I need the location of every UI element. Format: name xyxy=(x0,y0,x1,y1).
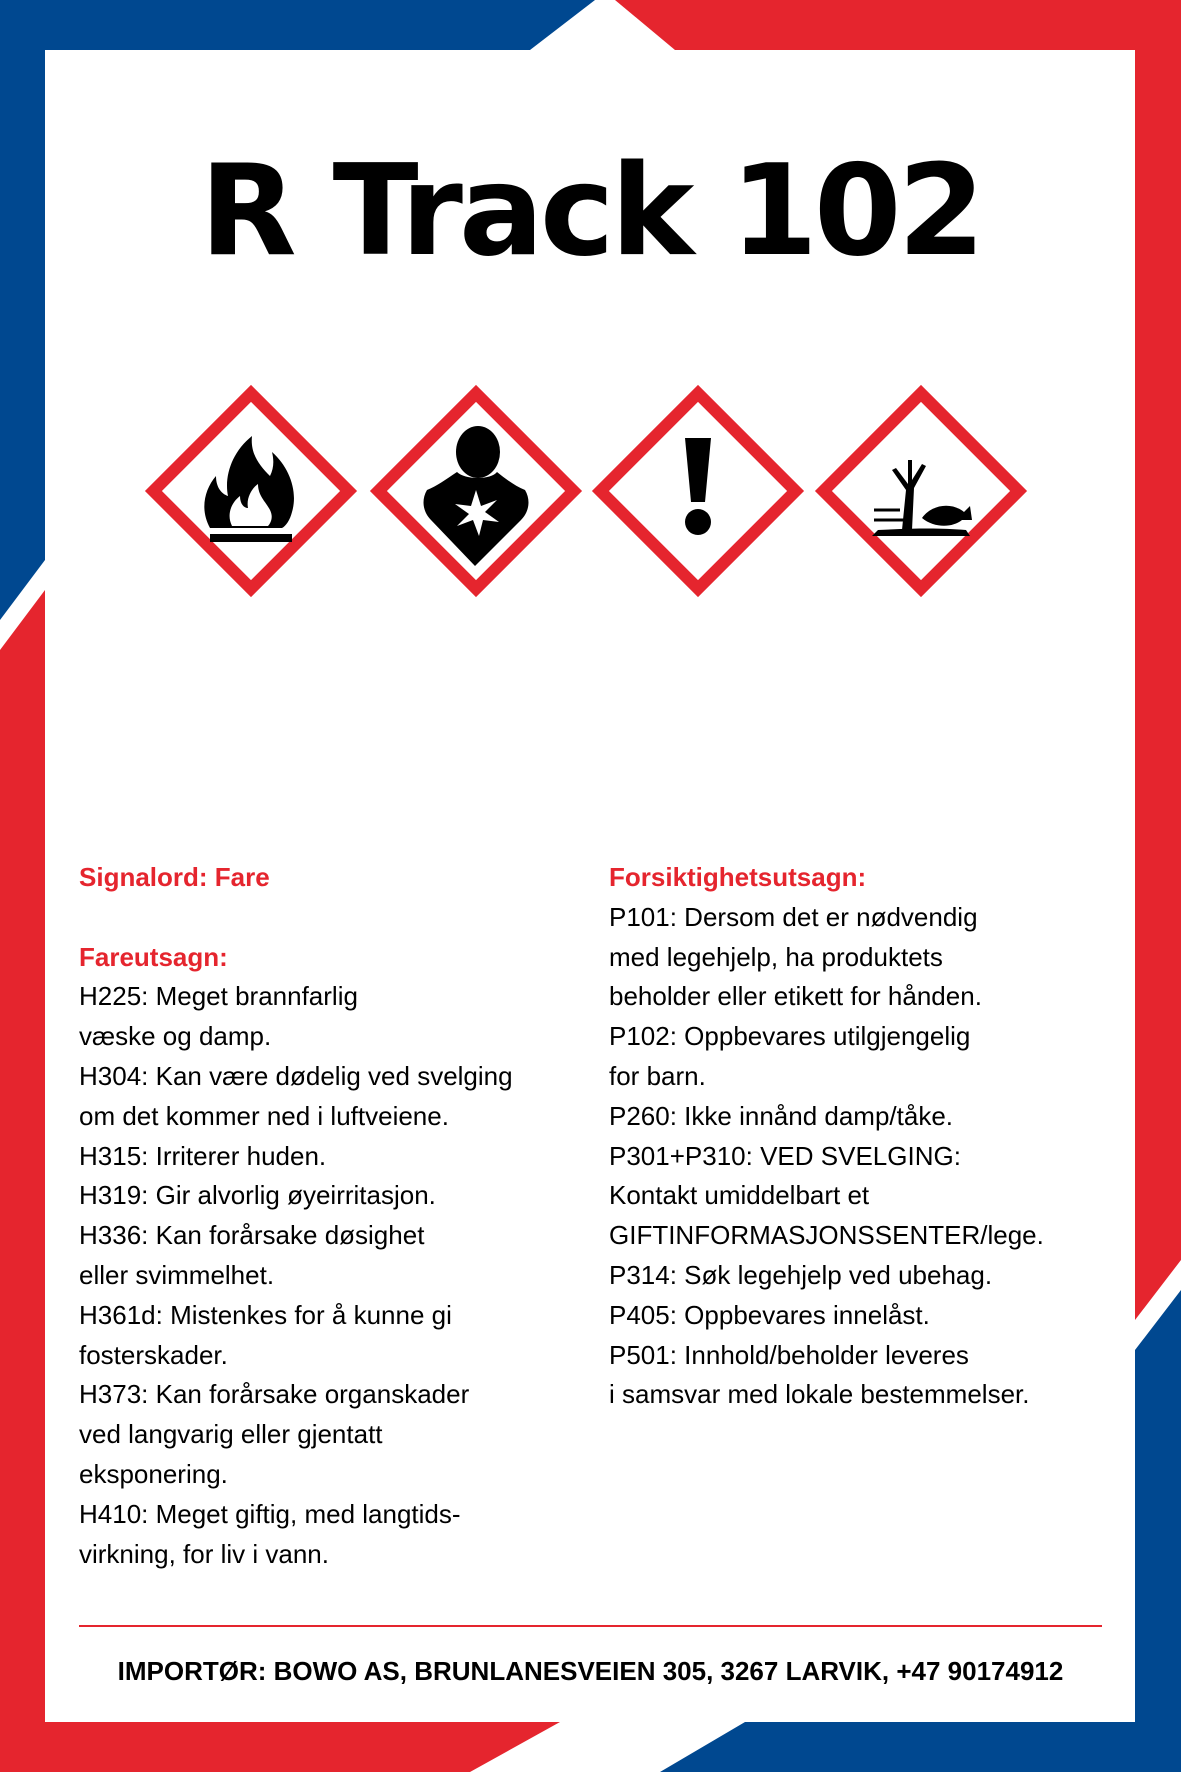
precaution-line: for barn. xyxy=(609,1060,706,1091)
precaution-line: i samsvar med lokale bestemmelser. xyxy=(609,1379,1030,1410)
flame-icon xyxy=(140,380,362,602)
product-title: R Track 102 xyxy=(199,137,982,284)
footer-divider xyxy=(79,1625,1102,1627)
environment-icon xyxy=(810,380,1032,602)
hazard-line: H410: Meget giftig, med langtids- xyxy=(79,1498,461,1529)
precaution-line: P102: Oppbevares utilgjengelig xyxy=(609,1021,971,1052)
hazard-line: H225: Meget brannfarlig xyxy=(79,981,358,1012)
precaution-line: P501: Innhold/beholder leveres xyxy=(609,1339,969,1370)
hazard-line: væske og damp. xyxy=(79,1021,272,1052)
hazard-line: eller svimmelhet. xyxy=(79,1259,275,1290)
hazard-line: ved langvarig eller gjentatt xyxy=(79,1419,383,1450)
precaution-line: beholder eller etikett for hånden. xyxy=(609,981,982,1012)
exclamation-icon xyxy=(587,380,809,602)
hazard-line: H336: Kan forårsake døsighet xyxy=(79,1220,425,1251)
precaution-line: P314: Søk legehjelp ved ubehag. xyxy=(609,1259,993,1290)
precaution-heading: Forsiktighetsutsagn: xyxy=(609,862,867,892)
health-hazard-icon xyxy=(365,380,587,602)
precaution-line: P101: Dersom det er nødvendig xyxy=(609,901,978,932)
precaution-line: P405: Oppbevares innelåst. xyxy=(609,1299,930,1330)
precaution-line: GIFTINFORMASJONSSENTER/lege. xyxy=(609,1220,1044,1251)
importer-info: IMPORTØR: BOWO AS, BRUNLANESVEIEN 305, 3267 LARVIK, +47 90174912 xyxy=(117,1656,1064,1686)
hazard-line: H361d: Mistenkes for å kunne gi xyxy=(79,1299,452,1330)
hazard-line: fosterskader. xyxy=(79,1339,228,1370)
hazard-line: H315: Irriterer huden. xyxy=(79,1140,327,1171)
precaution-line: P301+P310: VED SVELGING: xyxy=(609,1140,961,1171)
hazard-line: H319: Gir alvorlig øyeirritasjon. xyxy=(79,1180,436,1211)
hazard-line: eksponering. xyxy=(79,1458,228,1489)
hazard-heading: Fareutsagn: xyxy=(79,941,228,972)
hazard-column xyxy=(79,858,599,1574)
precaution-line: Kontakt umiddelbart et xyxy=(609,1180,870,1211)
signal-word: Signalord: Fare xyxy=(79,862,270,892)
hazard-line: virkning, for liv i vann. xyxy=(79,1538,329,1569)
hazard-line: H373: Kan forårsake organskader xyxy=(79,1379,470,1410)
precaution-column xyxy=(609,858,1129,1415)
hazard-line: H304: Kan være dødelig ved svelging xyxy=(79,1060,513,1091)
precaution-line: P260: Ikke innånd damp/tåke. xyxy=(609,1100,954,1131)
precaution-line: med legehjelp, ha produktets xyxy=(609,941,943,972)
hazard-line: om det kommer ned i luftveiene. xyxy=(79,1100,449,1131)
